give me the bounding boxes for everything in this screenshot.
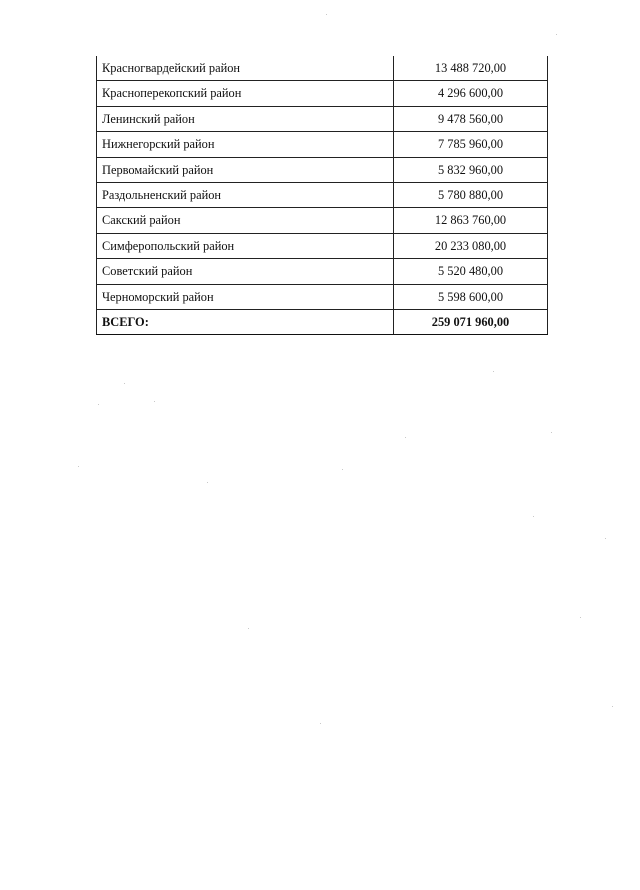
scan-speck [154, 401, 155, 402]
table-row [97, 208, 548, 233]
scan-speck [556, 34, 557, 35]
total-label: ВСЕГО: [97, 309, 394, 334]
scan-speck [98, 404, 99, 405]
table-row [97, 259, 548, 284]
amount-value: 7 785 960,00 [394, 132, 548, 157]
district-name: Раздольненский район [97, 182, 394, 207]
amount-value: 13 488 720,00 [394, 56, 548, 81]
scan-speck [533, 516, 534, 517]
district-name: Советский район [97, 259, 394, 284]
table-row [97, 106, 548, 131]
amount-value: 4 296 600,00 [394, 81, 548, 106]
amount-value: 5 598 600,00 [394, 284, 548, 309]
table-row [97, 81, 548, 106]
total-row [97, 309, 548, 334]
district-name: Симферопольский район [97, 233, 394, 258]
scan-speck [605, 538, 606, 539]
scan-speck [405, 437, 406, 438]
amount-value: 5 520 480,00 [394, 259, 548, 284]
amount-value: 9 478 560,00 [394, 106, 548, 131]
scan-speck [248, 628, 249, 629]
amount-value: 20 233 080,00 [394, 233, 548, 258]
amount-value: 12 863 760,00 [394, 208, 548, 233]
scan-speck [320, 723, 321, 724]
district-name: Красногвардейский район [97, 56, 394, 81]
scan-speck [207, 482, 208, 483]
scan-speck [78, 466, 79, 467]
district-name: Черноморский район [97, 284, 394, 309]
table-row [97, 157, 548, 182]
district-name: Красноперекопский район [97, 81, 394, 106]
scan-speck [124, 383, 125, 384]
table-row [97, 284, 548, 309]
district-name: Нижнегорский район [97, 132, 394, 157]
scan-speck [551, 432, 552, 433]
district-name: Первомайский район [97, 157, 394, 182]
allocation-table [96, 56, 548, 335]
table-row [97, 233, 548, 258]
scan-speck [580, 617, 581, 618]
amount-value: 5 832 960,00 [394, 157, 548, 182]
table-row [97, 182, 548, 207]
amount-value: 5 780 880,00 [394, 182, 548, 207]
table-row [97, 132, 548, 157]
total-value: 259 071 960,00 [394, 309, 548, 334]
district-name: Сакский район [97, 208, 394, 233]
scan-speck [493, 371, 494, 372]
scan-speck [342, 469, 343, 470]
scan-speck [612, 706, 613, 707]
district-name: Ленинский район [97, 106, 394, 131]
scan-speck [326, 14, 327, 15]
table-row [97, 56, 548, 81]
